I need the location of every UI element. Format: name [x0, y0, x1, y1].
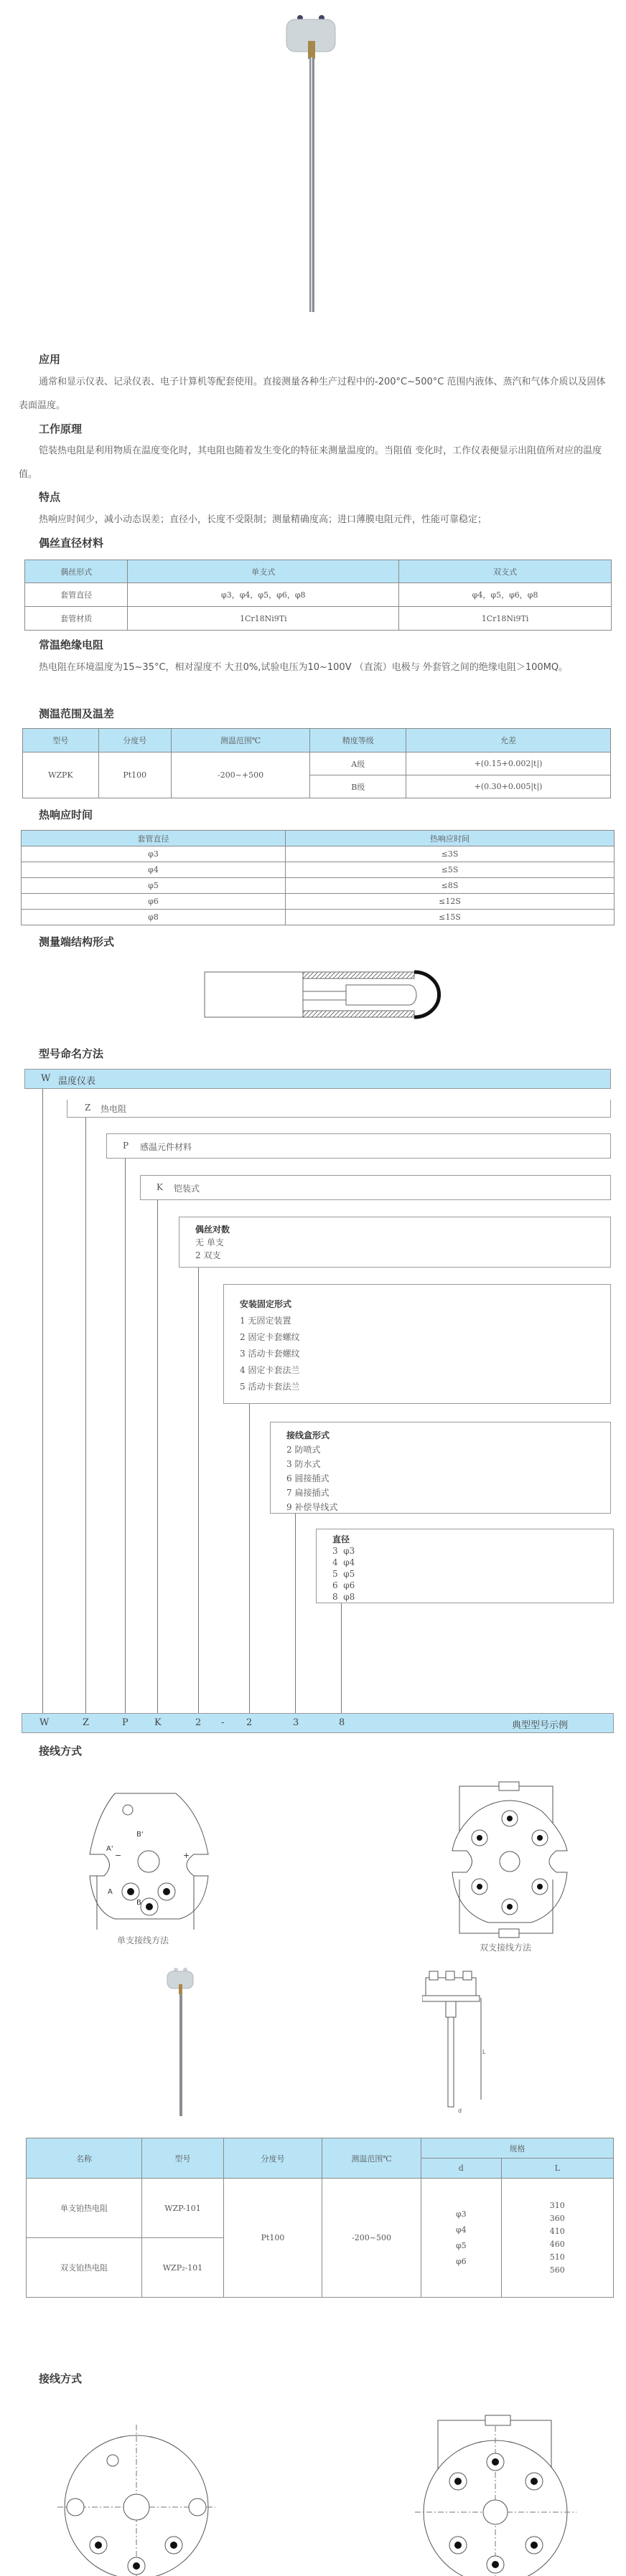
example-label: 典型型号示例	[512, 1720, 569, 1731]
application-text: 通常和显示仪表、记录仪表、电子计算机等配套使用。直接测量各种生产过程中的-200°C~500°C 范围内液体、蒸汽和气体介质以及固体表面温度。	[19, 377, 606, 411]
header-cell: 分度号	[98, 729, 171, 752]
diameter-item: 3 φ3	[332, 1546, 355, 1556]
table-row	[22, 910, 615, 925]
mount-item: 3 活动卡套螺纹	[240, 1349, 300, 1359]
graduation-cell: Pt100	[224, 2179, 322, 2298]
graduation-cell: Pt100	[98, 752, 171, 798]
l-value: 510	[549, 2252, 565, 2262]
heading-principle: 工作原理	[39, 423, 83, 435]
table-row	[22, 846, 615, 862]
cell: 套管材质	[25, 607, 128, 631]
label-z: 热电阻	[101, 1104, 127, 1114]
example-char: P	[122, 1717, 129, 1728]
model-cell: WZP-101	[142, 2179, 224, 2238]
cell: ≤8S	[286, 878, 615, 894]
mount-item: 2 固定卡套螺纹	[240, 1332, 300, 1342]
example-char: -	[221, 1717, 225, 1728]
heading-material: 偶丝直径材料	[39, 537, 104, 549]
l-value: 460	[549, 2239, 565, 2249]
naming-pairs-box	[179, 1217, 611, 1268]
header-cell: L	[501, 2159, 613, 2179]
example-char: 2	[195, 1717, 202, 1728]
heading-application: 应用	[39, 353, 61, 366]
example-char: 3	[293, 1717, 299, 1728]
double-wiring-diagram-2	[415, 2412, 576, 2576]
diameter-title: 直径	[332, 1534, 350, 1544]
label-b1: B'	[136, 1831, 144, 1839]
cell: φ8	[22, 910, 286, 925]
measuring-end-diagram	[201, 968, 445, 1022]
response-table	[21, 830, 615, 925]
cell: φ5	[22, 878, 286, 894]
material-table	[24, 560, 612, 631]
range-cell: -200~+500	[171, 752, 310, 798]
heading-wiring-2: 接线方式	[39, 2372, 83, 2385]
naming-box-type-box	[270, 1422, 611, 1514]
heading-wiring: 接线方式	[39, 1745, 83, 1758]
grade-cell: B级	[310, 775, 406, 798]
table-header-row	[22, 831, 615, 846]
header-cell: 套管直径	[22, 831, 286, 846]
mount-item: 4 固定卡套法兰	[240, 1365, 300, 1375]
box-type-item: 7 扁接插式	[286, 1488, 330, 1498]
heading-naming: 型号命名方法	[39, 1047, 104, 1060]
header-cell: 偶丝形式	[25, 560, 128, 583]
heading-features: 特点	[39, 491, 61, 504]
table-row	[23, 752, 611, 775]
connector-line	[198, 1268, 199, 1713]
l-value: 360	[549, 2213, 565, 2223]
table-row	[25, 607, 612, 631]
tolerance-cell: +(0.15+0.002|t|)	[406, 752, 611, 775]
cell: φ3，φ4，φ5，φ6，φ8	[128, 583, 399, 607]
connector-line	[295, 1514, 296, 1713]
connector-line	[249, 1404, 250, 1713]
l-value: 410	[549, 2226, 565, 2236]
header-cell: 分度号	[224, 2138, 322, 2179]
header-cell: 单支式	[128, 560, 399, 583]
naming-z-box	[67, 1100, 611, 1118]
label-d: d	[458, 2108, 462, 2114]
connector-line	[42, 1089, 43, 1713]
diameter-item: 5 φ5	[332, 1569, 355, 1579]
single-product-photo	[164, 1967, 200, 2118]
l-values-cell	[501, 2179, 613, 2298]
l-value: 310	[549, 2200, 565, 2210]
d-value: φ3	[455, 2209, 467, 2219]
cell: 套管直径	[25, 583, 128, 607]
pairs-title: 偶丝对数	[195, 1225, 230, 1235]
cell: 1Cr18Ni9Ti	[399, 607, 612, 631]
header-cell: 允差	[406, 729, 611, 752]
header-cell: 测温范围℃	[322, 2138, 421, 2179]
naming-p-box	[106, 1133, 611, 1159]
example-char: K	[154, 1717, 162, 1728]
code-w: W	[41, 1073, 51, 1084]
header-cell: d	[421, 2159, 502, 2179]
label-a1: A'	[106, 1845, 113, 1853]
d-value: φ5	[455, 2240, 467, 2250]
mount-item: 5 活动卡套法兰	[240, 1382, 300, 1392]
principle-text: 铠装热电阻是利用物质在温度变化时，其电阻也随着发生变化的特征来测量温度的。当阻值 变化时，工作仪表便显示出阻值所对应的温度值。	[19, 445, 602, 480]
table-row	[22, 878, 615, 894]
box-type-item: 3 防水式	[286, 1459, 321, 1469]
label-w: 温度仪表	[58, 1076, 96, 1087]
label-k: 铠装式	[174, 1184, 200, 1194]
example-model-bar	[22, 1713, 614, 1733]
label-b: B	[136, 1899, 141, 1907]
label-p: 感温元件材料	[140, 1142, 192, 1152]
header-cell: 规格	[421, 2138, 614, 2159]
double-wiring-caption: 双支接线方法	[480, 1943, 532, 1953]
header-cell: 型号	[23, 729, 99, 752]
heading-insulation: 常温绝缘电阻	[39, 638, 104, 651]
cell: φ4	[22, 862, 286, 878]
product-photo	[284, 11, 345, 316]
connector-line	[85, 1117, 86, 1713]
name-cell: 单支铂热电阻	[27, 2179, 142, 2238]
range-table	[22, 728, 611, 798]
box-type-item: 9 补偿导线式	[286, 1502, 338, 1512]
example-char: 2	[246, 1717, 253, 1728]
cell: ≤5S	[286, 862, 615, 878]
example-char: W	[39, 1717, 50, 1728]
cell: ≤15S	[286, 910, 615, 925]
example-char: 8	[339, 1717, 345, 1728]
box-type-title: 接线盒形式	[286, 1430, 330, 1440]
label-l: L	[482, 2049, 486, 2055]
box-type-item: 2 防喷式	[286, 1445, 321, 1455]
d-value: φ6	[455, 2256, 467, 2266]
spec-table	[26, 2138, 614, 2298]
example-char: Z	[83, 1717, 90, 1728]
cell: φ4，φ5，φ6，φ8	[399, 583, 612, 607]
cell: ≤12S	[286, 894, 615, 910]
cell: 1Cr18Ni9Ti	[128, 607, 399, 631]
tolerance-cell: +(0.30+0.005|t|)	[406, 775, 611, 798]
name-cell: 双支铂热电阻	[27, 2238, 142, 2298]
mount-item: 1 无固定装置	[240, 1316, 291, 1326]
naming-k-box	[140, 1175, 611, 1200]
cell: φ3	[22, 846, 286, 862]
label-minus: −	[115, 1851, 122, 1860]
header-cell: 型号	[142, 2138, 224, 2179]
table-header-row	[25, 560, 612, 583]
model-cell: WZP₂-101	[142, 2238, 224, 2298]
connector-line	[157, 1200, 158, 1713]
table-row	[22, 894, 615, 910]
pairs-item: 2 双支	[195, 1250, 221, 1260]
header-cell: 名称	[27, 2138, 142, 2179]
l-value: 560	[549, 2265, 565, 2275]
model-cell: WZPK	[23, 752, 99, 798]
single-wiring-diagram-2	[57, 2425, 219, 2576]
code-k: K	[156, 1182, 163, 1192]
label-a: A	[108, 1888, 113, 1896]
code-p: P	[123, 1141, 129, 1151]
naming-mount-box	[223, 1284, 611, 1404]
header-cell: 双支式	[399, 560, 612, 583]
table-row	[27, 2179, 614, 2238]
box-type-item: 6 圆接插式	[286, 1473, 330, 1483]
naming-w-box	[24, 1069, 611, 1089]
cell: φ6	[22, 894, 286, 910]
d-values-cell	[421, 2179, 502, 2298]
heading-structure: 测量端结构形式	[39, 935, 115, 948]
header-cell: 测温范围℃	[171, 729, 310, 752]
table-row	[22, 862, 615, 878]
label-plus: +	[183, 1851, 190, 1860]
header-cell: 热响应时间	[286, 831, 615, 846]
grade-cell: A级	[310, 752, 406, 775]
single-wiring-diagram	[86, 1786, 212, 1930]
range-cell: -200~500	[322, 2179, 421, 2298]
code-z: Z	[85, 1103, 91, 1113]
single-wiring-caption: 单支接线方法	[117, 1935, 169, 1945]
features-text: 热响应时间少，减小动态误差；直径小，长度不受限制；测量精确度高；进口薄膜电阻元件，性能可靠稳定；	[39, 514, 487, 525]
cell: ≤3S	[286, 846, 615, 862]
pairs-item: 无 单支	[195, 1237, 224, 1247]
naming-diameter-box	[316, 1529, 614, 1603]
table-header-row	[27, 2138, 614, 2159]
diameter-item: 6 φ6	[332, 1580, 355, 1590]
table-row	[25, 583, 612, 607]
heading-response: 热响应时间	[39, 808, 93, 821]
diameter-item: 4 φ4	[332, 1557, 355, 1567]
d-value: φ4	[455, 2224, 467, 2235]
double-wiring-diagram	[449, 1779, 574, 1944]
heading-range: 测温范围及温差	[39, 707, 115, 720]
connector-line	[125, 1159, 126, 1713]
header-cell: 精度等级	[310, 729, 406, 752]
dimension-drawing	[422, 1969, 494, 2116]
mount-title: 安装固定形式	[240, 1299, 292, 1309]
connector-line	[341, 1603, 342, 1713]
diameter-item: 8 φ8	[332, 1592, 355, 1602]
table-header-row	[23, 729, 611, 752]
insulation-text: 热电阻在环境温度为15~35°C，相对湿度不 大丑0%,试验电压为10~100V （直流）电极与 外套管之间的绝缘电阻＞100MQ。	[39, 662, 569, 673]
